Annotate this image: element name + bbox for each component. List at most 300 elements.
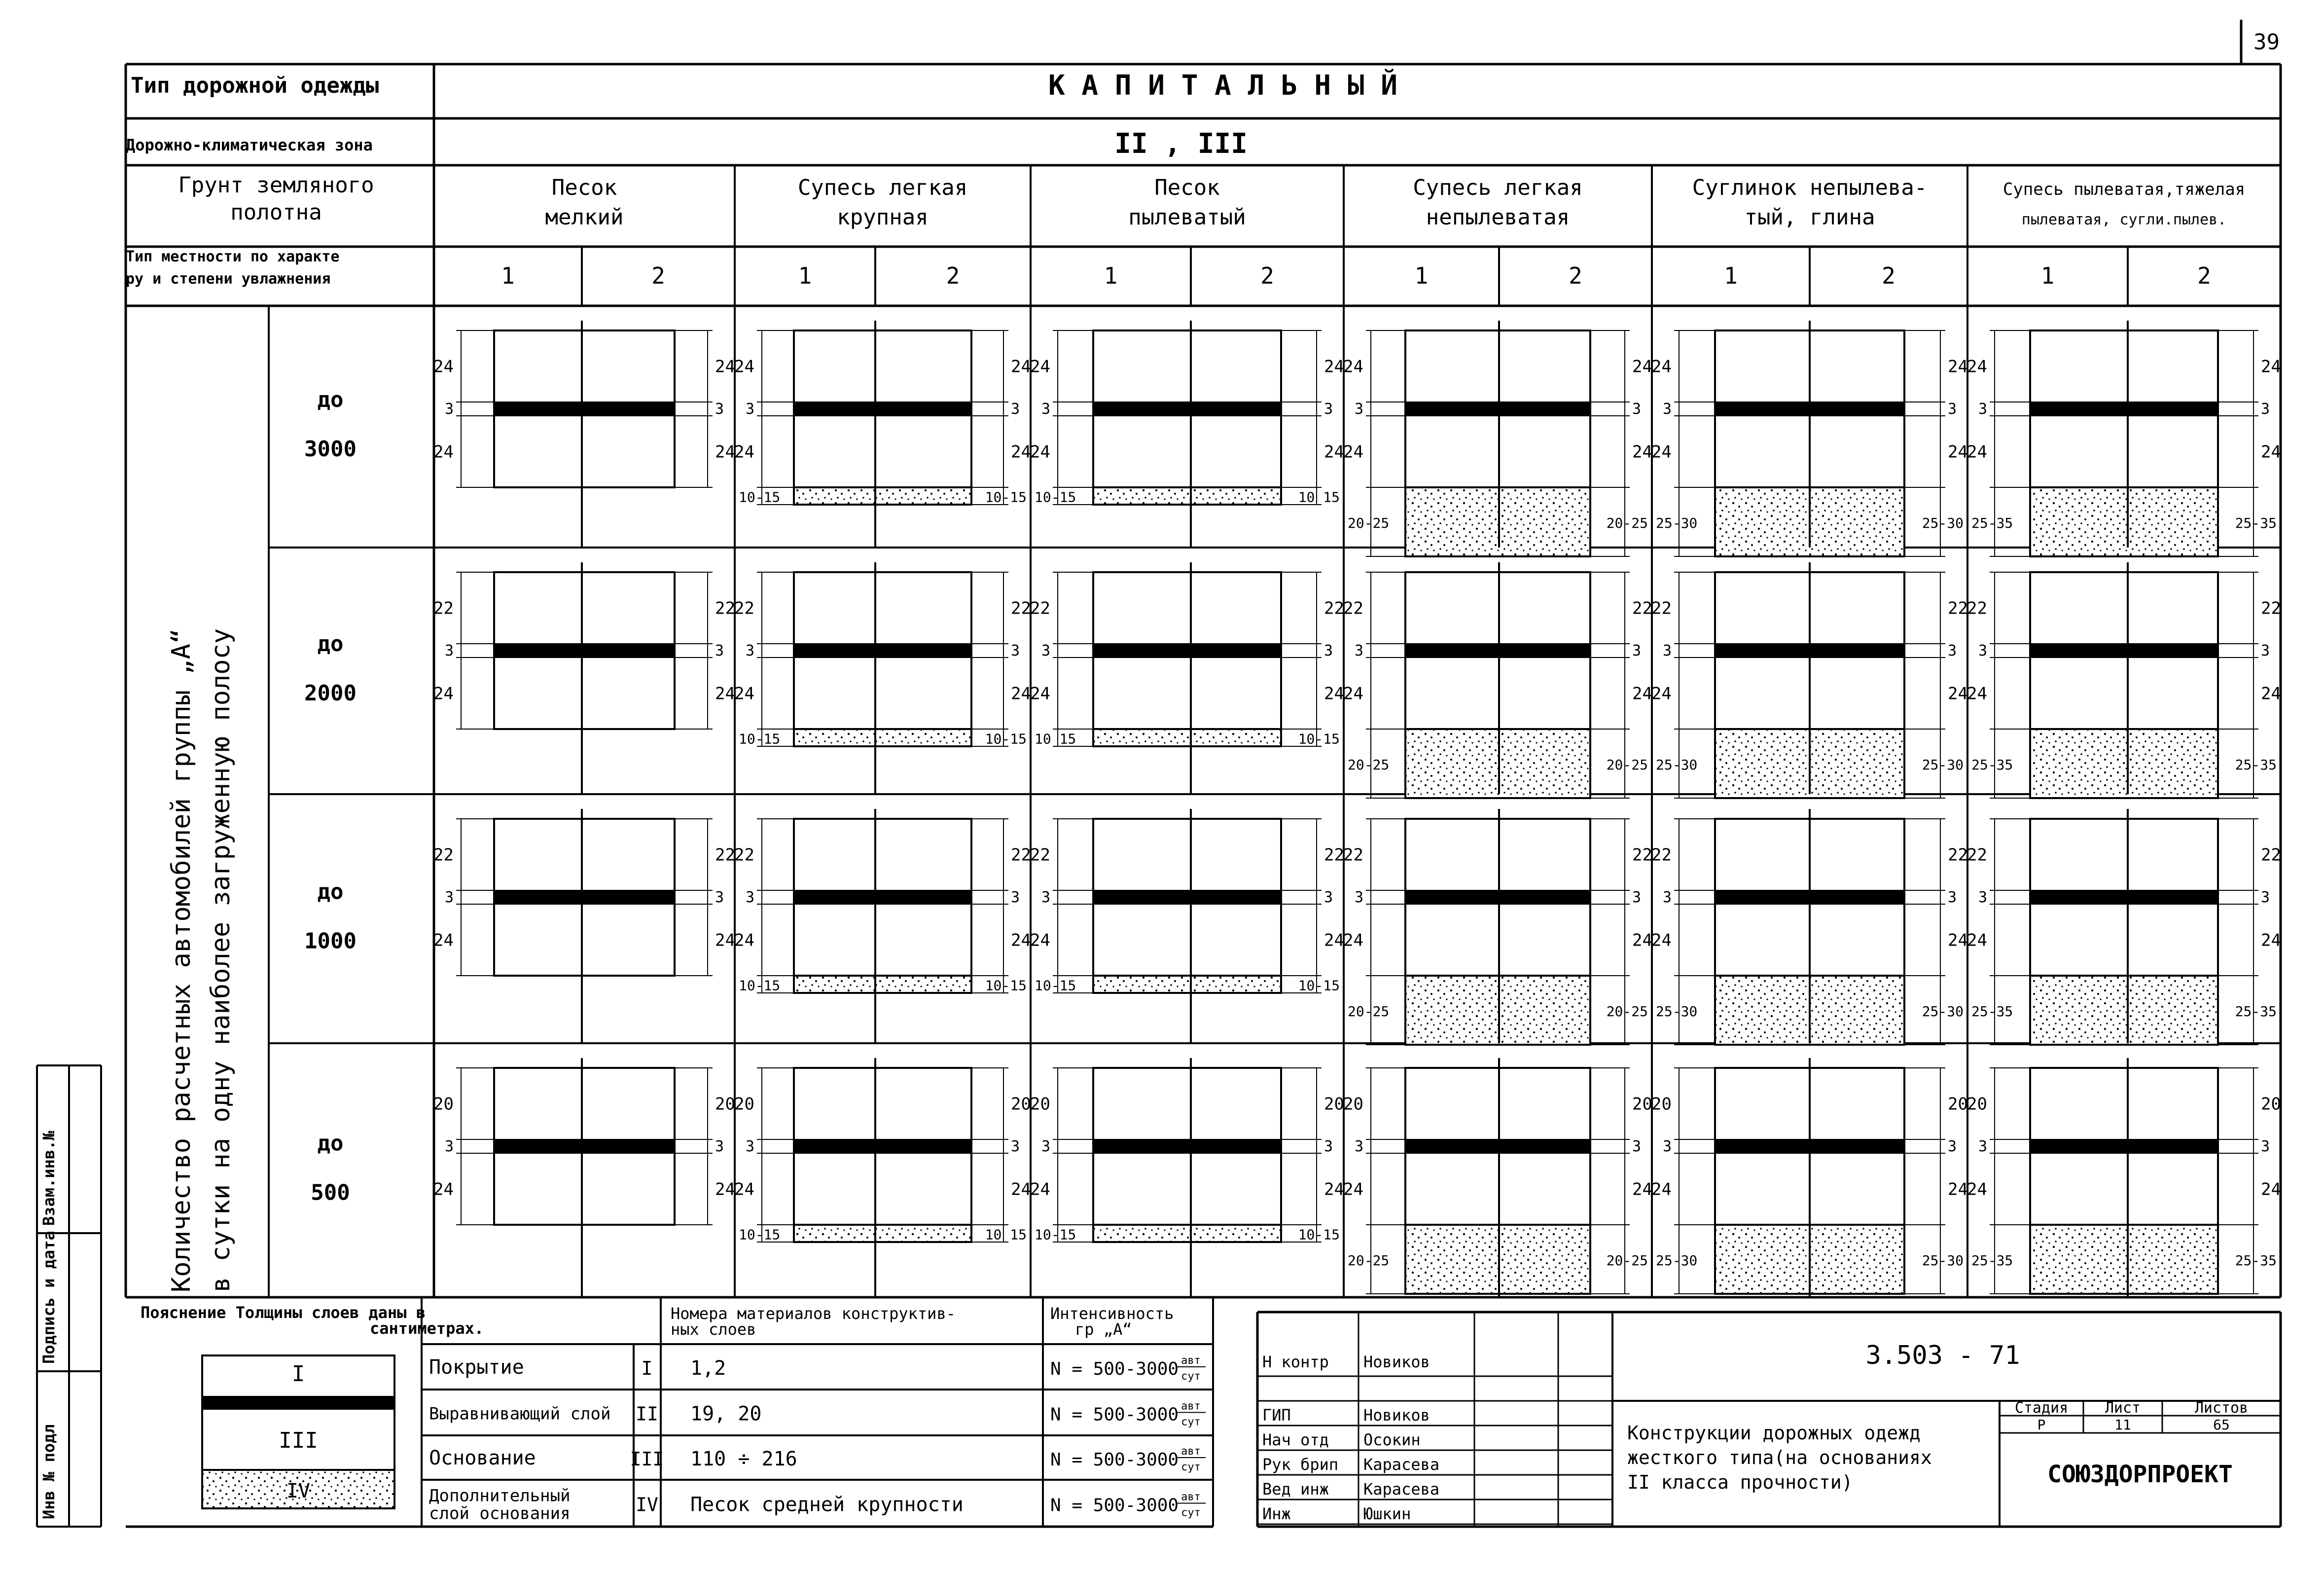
subbase-thickness: 20-25 — [1606, 757, 1648, 773]
thickness-value: 22 — [1324, 598, 1344, 619]
intensity-unit: сут — [1181, 1461, 1201, 1473]
thickness-value: 3 — [1324, 889, 1333, 906]
subbase-layer — [794, 1225, 971, 1242]
thickness-value: 24 — [433, 357, 454, 377]
subbase-layer — [2030, 976, 2218, 1045]
thickness-value: 24 — [1011, 357, 1031, 377]
thickness-value: 20 — [715, 1094, 735, 1114]
subbase-thickness: 10-15 — [739, 731, 781, 747]
thickness-value: 20 — [1948, 1094, 1968, 1114]
sheet-number: 39 — [2253, 30, 2280, 55]
subbase-layer — [2030, 729, 2218, 798]
thickness-value: 24 — [1948, 684, 1968, 704]
layer-roman: III — [630, 1448, 664, 1470]
pavement-section — [1343, 809, 1652, 1045]
thickness-value: 24 — [1632, 684, 1652, 704]
thickness-value: 22 — [1632, 598, 1652, 619]
subbase-thickness: 25-35 — [2235, 1003, 2277, 1020]
thickness-value: 24 — [734, 930, 754, 951]
thickness-value: 24 — [715, 684, 735, 704]
intensity-unit: авт — [1181, 1400, 1201, 1413]
thickness-value: 22 — [1632, 845, 1652, 865]
leveling-layer — [494, 402, 675, 416]
soil-name: мелкий — [545, 205, 624, 230]
thickness-value: 24 — [1011, 930, 1031, 951]
thickness-value: 3 — [1041, 401, 1050, 418]
thickness-value: 22 — [1948, 598, 1968, 619]
pavement-section — [433, 562, 735, 794]
subbase-thickness: 20-25 — [1348, 515, 1390, 531]
layer-roman: IV — [636, 1494, 658, 1516]
subbase-thickness: 25-35 — [1971, 1252, 2013, 1269]
column-number: 1 — [1414, 262, 1429, 289]
thickness-value: 22 — [1948, 845, 1968, 865]
layer-name: Дополнительный — [429, 1486, 571, 1506]
pavement-section — [1967, 562, 2281, 798]
leveling-layer — [1093, 402, 1281, 416]
soil-name: непылеватая — [1426, 205, 1570, 230]
thickness-value: 24 — [1651, 930, 1672, 951]
subbase-thickness: 25-30 — [1922, 757, 1964, 773]
thickness-value: 24 — [1632, 930, 1652, 951]
thickness-value: 22 — [1030, 598, 1050, 619]
thickness-value: 20 — [1324, 1094, 1344, 1114]
thickness-value: 22 — [715, 845, 735, 865]
traffic-limit: до — [317, 1131, 344, 1156]
leveling-layer — [794, 644, 971, 658]
layer-symbol: IV — [286, 1480, 311, 1502]
sheets-label: Листов — [2194, 1399, 2249, 1417]
pavement-section — [1030, 809, 1344, 1043]
column-number: 1 — [501, 262, 515, 289]
role-label: Инж — [1262, 1504, 1291, 1523]
thickness-value: 3 — [1662, 642, 1672, 659]
thickness-value: 24 — [2261, 930, 2281, 951]
subbase-thickness: 25-30 — [1656, 1003, 1698, 1020]
subbase-thickness: 25-30 — [1656, 515, 1698, 531]
leveling-layer — [1093, 1139, 1281, 1153]
subbase-layer — [794, 976, 971, 993]
pavement-section — [1030, 562, 1344, 794]
traffic-label-line-1: Количество расчетных автомобилей группы „А“ — [167, 628, 196, 1292]
thickness-value: 24 — [1011, 442, 1031, 462]
thickness-value: 22 — [1967, 845, 1987, 865]
stamp-label-group — [39, 1424, 58, 1519]
role-name: Карасева — [1363, 1455, 1440, 1474]
subbase-thickness: 25-35 — [1971, 1003, 2013, 1020]
terrain-label-2: ру и степени увлажнения — [126, 270, 331, 288]
thickness-value: 24 — [1324, 442, 1344, 462]
thickness-value: 3 — [1011, 1138, 1020, 1155]
pavement-section — [433, 1058, 735, 1297]
intensity-header-1: Интенсивность — [1050, 1304, 1174, 1323]
intensity-unit: авт — [1181, 1445, 1201, 1458]
thickness-value: 3 — [1354, 889, 1363, 906]
subbase-thickness: 10-15 — [1035, 1226, 1076, 1243]
legend-note-1: Пояснение Толщины слоев даны в — [141, 1303, 426, 1322]
thickness-value: 24 — [433, 442, 454, 462]
column-number: 2 — [651, 262, 665, 289]
thickness-value: 24 — [1030, 442, 1050, 462]
subbase-thickness: 10-15 — [1298, 977, 1340, 994]
thickness-value: 24 — [1967, 442, 1987, 462]
thickness-value: 22 — [1651, 598, 1672, 619]
layer-symbol: III — [279, 1428, 318, 1453]
pavement-section — [433, 809, 735, 1043]
thickness-value: 24 — [1967, 930, 1987, 951]
subbase-thickness: 20-25 — [1348, 757, 1390, 773]
soil-name: Песок — [1154, 175, 1220, 200]
subbase-layer — [1405, 729, 1590, 798]
thickness-value: 24 — [1324, 357, 1344, 377]
subbase-layer — [794, 487, 971, 505]
thickness-value: 24 — [1948, 442, 1968, 462]
thickness-value: 22 — [715, 598, 735, 619]
thickness-value: 24 — [1030, 684, 1050, 704]
thickness-value: 3 — [1632, 889, 1642, 906]
thickness-value: 24 — [2261, 442, 2281, 462]
stage-value: Р — [2037, 1417, 2046, 1433]
thickness-value: 24 — [1343, 684, 1363, 704]
thickness-value: 24 — [2261, 1179, 2281, 1200]
thickness-value: 3 — [1948, 889, 1957, 906]
traffic-limit: до — [317, 879, 344, 905]
thickness-value: 3 — [1011, 642, 1020, 659]
thickness-value: 24 — [1011, 1179, 1031, 1200]
layer-intensity: N = 500-3000 — [1050, 1359, 1179, 1379]
materials-header-2: ных слоев — [671, 1320, 756, 1339]
stamp-label-group — [39, 1131, 58, 1226]
thickness-value: 24 — [1651, 357, 1672, 377]
leveling-layer — [2030, 644, 2218, 658]
role-label: Нач отд — [1262, 1430, 1329, 1449]
column-number: 1 — [1724, 262, 1738, 289]
slab-outline — [794, 572, 971, 746]
subbase-thickness: 10-15 — [1298, 1226, 1340, 1243]
subbase-thickness: 25-35 — [2235, 1252, 2277, 1269]
thickness-value: 3 — [1662, 401, 1672, 418]
thickness-value: 3 — [444, 401, 454, 418]
organization-name: СОЮЗДОРПРОЕКТ — [2047, 1461, 2233, 1488]
intensity-unit: сут — [1181, 1370, 1201, 1383]
pavement-section — [1967, 321, 2281, 556]
thickness-value: 24 — [1343, 357, 1363, 377]
subbase-layer — [1405, 976, 1590, 1045]
subbase-thickness: 25-30 — [1656, 1252, 1698, 1269]
thickness-value: 24 — [433, 684, 454, 704]
pavement-rows-group — [304, 321, 2281, 1297]
layer-materials: 1,2 — [690, 1357, 726, 1380]
title-block — [1257, 1312, 2281, 1527]
pavement-section — [1030, 321, 1344, 548]
subbase-thickness: 10 15 — [1298, 489, 1340, 506]
leveling-layer — [494, 644, 675, 658]
layer-name: слой основания — [429, 1503, 571, 1524]
leveling-layer — [494, 1139, 675, 1153]
climatic-zone-label: Дорожно-климатическая зона — [126, 136, 373, 154]
column-number: 1 — [798, 262, 812, 289]
thickness-value: 3 — [1324, 1138, 1333, 1155]
thickness-value: 20 — [734, 1094, 754, 1114]
thickness-value: 22 — [1011, 598, 1031, 619]
layer-intensity: N = 500-3000 — [1050, 1450, 1179, 1470]
subbase-layer — [1405, 487, 1590, 556]
thickness-value: 3 — [1948, 401, 1957, 418]
thickness-value: 3 — [2261, 889, 2270, 906]
thickness-value: 24 — [1343, 1179, 1363, 1200]
subbase-layer — [1093, 729, 1281, 746]
leveling-layer — [1405, 644, 1590, 658]
stamp-label-group — [39, 1231, 58, 1364]
document-title: II класса прочности) — [1627, 1471, 1853, 1493]
thickness-value: 3 — [745, 1138, 754, 1155]
thickness-value: 3 — [715, 642, 724, 659]
subbase-thickness: 10-15 — [1035, 489, 1076, 506]
subbase-thickness: 10-15 — [985, 489, 1027, 506]
thickness-value: 24 — [1343, 930, 1363, 951]
column-number: 1 — [2040, 262, 2055, 289]
layer-intensity: N = 500-3000 — [1050, 1404, 1179, 1425]
thickness-value: 3 — [1354, 401, 1363, 418]
thickness-value: 22 — [1967, 598, 1987, 619]
thickness-value: 20 — [1030, 1094, 1050, 1114]
climatic-zone-value: II , III — [1114, 128, 1248, 160]
thickness-value: 3 — [715, 889, 724, 906]
side-stamp-label: Подпись и дата — [39, 1231, 58, 1364]
slab-outline — [1093, 330, 1281, 505]
subbase-thickness: 20-25 — [1606, 515, 1648, 531]
thickness-value: 22 — [1011, 845, 1031, 865]
pavement-section — [1343, 1058, 1652, 1297]
column-number: 2 — [1882, 262, 1895, 289]
subbase-thickness: 10-15 — [985, 977, 1027, 994]
slab-outline — [794, 819, 971, 993]
soil-name: пылеватый — [1128, 205, 1246, 230]
side-stamp-column — [37, 1065, 101, 1527]
thickness-value: 24 — [734, 1179, 754, 1200]
legend-leveling-swatch — [202, 1396, 394, 1410]
intensity-unit: авт — [1181, 1491, 1201, 1503]
thickness-value: 24 — [1967, 1179, 1987, 1200]
thickness-value: 3 — [444, 1138, 454, 1155]
pavement-section — [734, 562, 1031, 794]
thickness-value: 3 — [1011, 401, 1020, 418]
subbase-thickness: 25-30 — [1922, 515, 1964, 531]
thickness-value: 24 — [715, 357, 735, 377]
column-number: 2 — [946, 262, 960, 289]
intensity-unit: сут — [1181, 1506, 1201, 1519]
thickness-value: 3 — [715, 1138, 724, 1155]
pavement-section — [734, 1058, 1031, 1297]
soil-label-1: Грунт земляного — [178, 173, 374, 198]
thickness-value: 22 — [1651, 845, 1672, 865]
traffic-limit: 500 — [311, 1180, 350, 1206]
subbase-thickness: 10-15 — [739, 489, 781, 506]
role-label: ГИП — [1262, 1406, 1291, 1425]
traffic-label-line-2: в сутки на одну наиболее загруженную полосу — [206, 628, 236, 1292]
subbase-layer — [1093, 487, 1281, 505]
thickness-value: 20 — [1651, 1094, 1672, 1114]
pavement-section — [1967, 809, 2281, 1045]
slab-outline — [1093, 1068, 1281, 1242]
thickness-value: 3 — [1948, 1138, 1957, 1155]
subbase-layer — [1093, 1225, 1281, 1242]
intensity-unit: авт — [1181, 1354, 1201, 1367]
layer-roman: II — [636, 1403, 658, 1425]
thickness-value: 3 — [2261, 1138, 2270, 1155]
thickness-value: 3 — [1662, 1138, 1672, 1155]
thickness-value: 22 — [734, 598, 754, 619]
traffic-limit: до — [317, 387, 344, 412]
side-stamp-label: Взам.инв.№ — [39, 1131, 58, 1226]
thickness-value: 3 — [745, 889, 754, 906]
subbase-thickness: 25-35 — [1971, 757, 2013, 773]
thickness-value: 22 — [433, 598, 454, 619]
pavement-type-value: К А П И Т А Л Ь Н Ы Й — [1048, 70, 1398, 102]
slab-outline — [794, 330, 971, 505]
subbase-thickness: 10-15 — [985, 731, 1027, 747]
pavement-section — [433, 321, 735, 548]
thickness-value: 3 — [745, 401, 754, 418]
pavement-section — [1343, 562, 1652, 798]
thickness-value: 3 — [1041, 642, 1050, 659]
slab-outline — [1093, 819, 1281, 993]
thickness-value: 24 — [2261, 684, 2281, 704]
subbase-thickness: 20-25 — [1348, 1003, 1390, 1020]
thickness-value: 22 — [1030, 845, 1050, 865]
subbase-layer — [794, 729, 971, 746]
subbase-thickness: 25-30 — [1922, 1252, 1964, 1269]
subbase-thickness: 25-35 — [2235, 757, 2277, 773]
layer-name: Покрытие — [429, 1356, 524, 1379]
thickness-value: 24 — [1030, 357, 1050, 377]
thickness-value: 24 — [1030, 930, 1050, 951]
leveling-layer — [1093, 644, 1281, 658]
column-number: 1 — [1104, 262, 1118, 289]
sheet-label: Лист — [2105, 1399, 2141, 1417]
thickness-value: 3 — [444, 889, 454, 906]
subbase-thickness: 25-35 — [2235, 515, 2277, 531]
subbase-layer — [1093, 976, 1281, 993]
thickness-value: 3 — [1354, 642, 1363, 659]
thickness-value: 22 — [2261, 845, 2281, 865]
pavement-section — [1967, 1058, 2281, 1297]
thickness-value: 20 — [2261, 1094, 2281, 1114]
leveling-layer — [2030, 1139, 2218, 1153]
leveling-layer — [794, 1139, 971, 1153]
thickness-value: 3 — [444, 642, 454, 659]
thickness-value: 22 — [1343, 598, 1363, 619]
layer-symbol: I — [291, 1361, 305, 1387]
role-label: Вед инж — [1262, 1480, 1329, 1499]
leveling-layer — [1405, 1139, 1590, 1153]
traffic-limit: до — [317, 631, 344, 657]
intensity-header-2: гр „А“ — [1075, 1320, 1132, 1339]
traffic-limit: 1000 — [304, 928, 357, 954]
soil-name: Супесь легкая — [797, 175, 968, 200]
layer-intensity: N = 500-3000 — [1050, 1495, 1179, 1516]
subbase-thickness: 20-25 — [1606, 1003, 1648, 1020]
role-name: Юшкин — [1363, 1504, 1411, 1523]
soil-name: Супесь пылеватая,тяжелая — [2002, 180, 2246, 199]
traffic-limit: 3000 — [304, 437, 357, 462]
pavement-section — [734, 321, 1031, 548]
role-name: Карасева — [1363, 1480, 1440, 1499]
thickness-value: 20 — [1011, 1094, 1031, 1114]
thickness-value: 3 — [2261, 642, 2270, 659]
thickness-value: 3 — [1324, 401, 1333, 418]
leveling-layer — [1093, 890, 1281, 904]
pavement-section — [1651, 809, 1968, 1045]
thickness-value: 3 — [745, 642, 754, 659]
role-name: Новиков — [1363, 1406, 1430, 1425]
layer-roman: I — [641, 1357, 653, 1379]
soil-name: тый, глина — [1744, 205, 1875, 230]
role-name: Осокин — [1363, 1430, 1421, 1449]
thickness-value: 24 — [734, 357, 754, 377]
subbase-thickness: 20-25 — [1348, 1252, 1390, 1269]
leveling-layer — [2030, 402, 2218, 416]
role-label: Рук брип — [1262, 1455, 1339, 1474]
stage-label: Стадия — [2014, 1399, 2069, 1417]
thickness-value: 24 — [715, 1179, 735, 1200]
leveling-layer — [1405, 890, 1590, 904]
subbase-thickness: 10-15 — [739, 1226, 781, 1243]
thickness-value: 3 — [1662, 889, 1672, 906]
thickness-value: 24 — [433, 1179, 454, 1200]
thickness-value: 24 — [734, 442, 754, 462]
leveling-layer — [794, 402, 971, 416]
document-title: Конструкции дорожных одежд — [1627, 1422, 1921, 1444]
subbase-thickness: 10 15 — [1035, 731, 1076, 747]
thickness-value: 3 — [1978, 401, 1987, 418]
thickness-value: 24 — [1011, 684, 1031, 704]
legend — [126, 1297, 1213, 1527]
thickness-value: 3 — [1041, 889, 1050, 906]
thickness-value: 3 — [1978, 642, 1987, 659]
layer-materials: 110 ÷ 216 — [690, 1448, 797, 1470]
subbase-layer — [2030, 1225, 2218, 1294]
soil-name: пылеватая, сугли.пылев. — [2021, 211, 2227, 228]
thickness-value: 3 — [1632, 1138, 1642, 1155]
thickness-value: 22 — [734, 845, 754, 865]
soil-name: крупная — [837, 205, 929, 230]
document-code: 3.503 - 71 — [1865, 1341, 2020, 1370]
layer-name: Основание — [429, 1447, 536, 1469]
thickness-value: 3 — [1354, 1138, 1363, 1155]
thickness-value: 24 — [1948, 357, 1968, 377]
thickness-value: 24 — [1632, 357, 1652, 377]
thickness-value: 24 — [1651, 442, 1672, 462]
subbase-thickness: 10-15 — [1035, 977, 1076, 994]
subbase-thickness: 20-25 — [1606, 1252, 1648, 1269]
thickness-value: 22 — [433, 845, 454, 865]
soil-name: Песок — [551, 175, 617, 200]
leveling-layer — [2030, 890, 2218, 904]
thickness-value: 3 — [1948, 642, 1957, 659]
thickness-value: 24 — [1651, 684, 1672, 704]
subbase-thickness: 10-15 — [1298, 731, 1340, 747]
thickness-value: 3 — [1632, 401, 1642, 418]
subbase-thickness: 25-30 — [1656, 757, 1698, 773]
soil-label-2: полотна — [230, 200, 322, 225]
pavement-section — [734, 809, 1031, 1043]
pavement-section — [1343, 321, 1652, 556]
pavement-section — [1651, 562, 1968, 798]
thickness-value: 24 — [1948, 1179, 1968, 1200]
side-stamp-label: Инв № подл — [39, 1424, 58, 1519]
thickness-value: 24 — [1967, 684, 1987, 704]
